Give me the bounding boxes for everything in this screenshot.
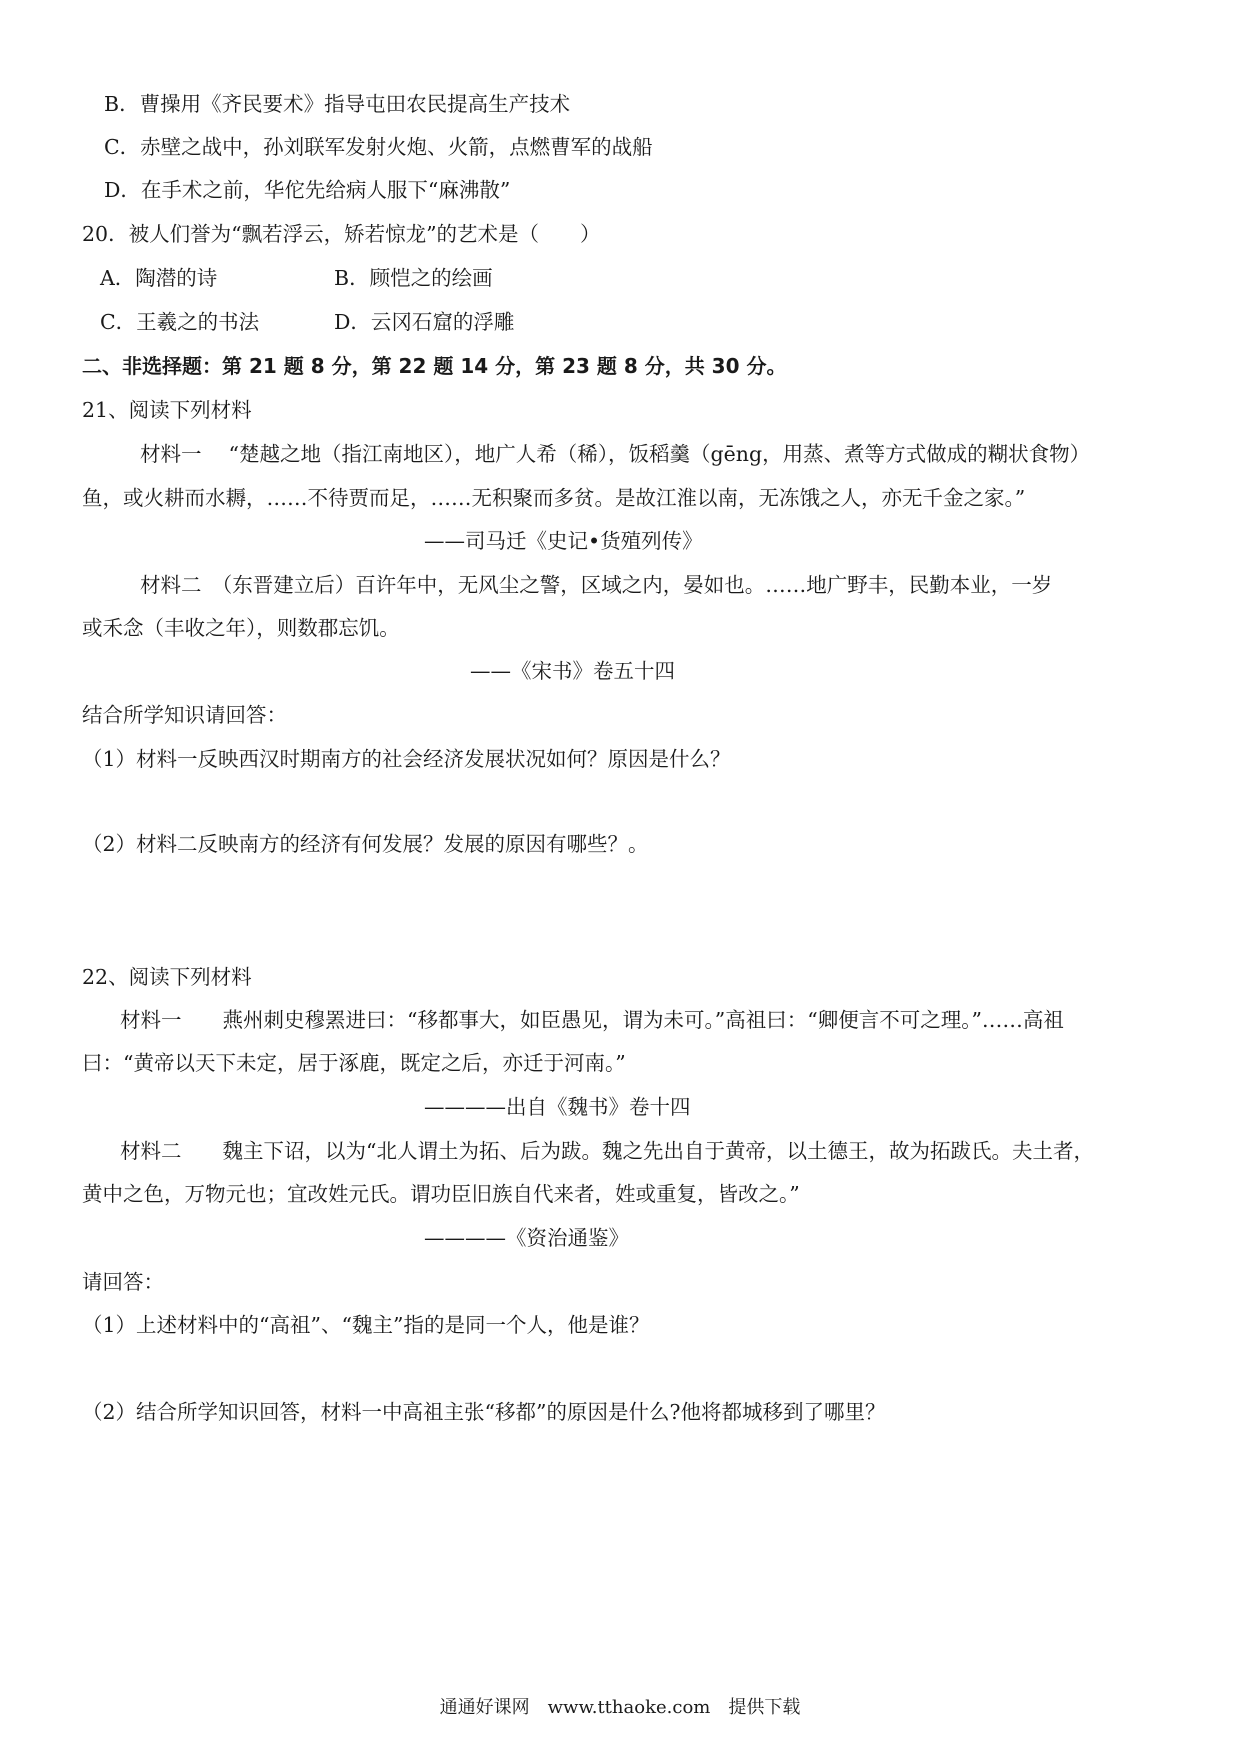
q22-stem: 22、阅读下列材料 <box>82 965 252 989</box>
q21-prompt: 结合所学知识请回答： <box>82 703 287 727</box>
q21-stem: 21、阅读下列材料 <box>82 398 252 422</box>
q21-question-1: （1）材料一反映西汉时期南方的社会经济发展状况如何？原因是什么？ <box>82 747 731 771</box>
q20-stem: 20．被人们誉为“飘若浮云，矫若惊龙”的艺术是（ ） <box>82 222 601 246</box>
q22-material-2-line-1: 材料二 魏主下诏，以为“北人谓土为拓、后为跋。魏之先出自于黄帝，以土德王，故为拓跋氏。夫土者， <box>120 1139 1094 1163</box>
q20-option-b: B．顾恺之的绘画 <box>334 266 493 290</box>
q22-question-2: （2）结合所学知识回答，材料一中高祖主张“移都”的原因是什么?他将都城移到了哪里？ <box>82 1400 886 1424</box>
q22-question-1: （1）上述材料中的“高祖”、“魏主”指的是同一个人，他是谁？ <box>82 1313 650 1337</box>
q22-material-2-source: ————《资治通鉴》 <box>424 1226 629 1250</box>
q21-question-2: （2）材料二反映南方的经济有何发展？发展的原因有哪些？。 <box>82 832 649 856</box>
q20-option-a: A．陶潜的诗 <box>100 266 218 290</box>
q22-material-1-source: ————出自《魏书》卷十四 <box>424 1095 691 1119</box>
q22-prompt: 请回答： <box>82 1270 164 1294</box>
q19-option-c: C．赤壁之战中，孙刘联军发射火炮、火箭，点燃曹军的战船 <box>104 135 653 159</box>
q19-option-b: B．曹操用《齐民要术》指导屯田农民提高生产技术 <box>104 92 571 116</box>
q21-material-2-line-2: 或禾念（丰收之年），则数郡忘饥。 <box>82 616 400 640</box>
q22-material-1-line-1: 材料一 燕州刺史穆罴进曰：“移都事大，如臣愚见，谓为未可。”高祖曰：“卿便言不可之理。”……高祖 <box>120 1008 1064 1032</box>
q20-option-c: C．王羲之的书法 <box>100 310 260 334</box>
q21-material-2-line-1: 材料二 （东晋建立后）百许年中，无风尘之警，区域之内，晏如也。……地广野丰，民勤本业，一岁 <box>140 573 1053 597</box>
section-2-title: 二、非选择题：第 21 题 8 分，第 22 题 14 分，第 23 题 8 分，共 30 分。 <box>82 354 787 378</box>
page-footer: 通通好课网 www.tthaoke.com 提供下载 <box>439 1697 801 1718</box>
q19-option-d: D．在手术之前，华佗先给病人服下“麻沸散” <box>104 178 511 202</box>
q21-material-1-source: ——司马迁《史记•货殖列传》 <box>424 529 703 553</box>
q22-material-1-line-2: 曰：“黄帝以天下未定，居于涿鹿，既定之后，亦迁于河南。” <box>82 1051 626 1075</box>
q22-material-2-line-2: 黄中之色，万物元也；宜改姓元氏。谓功臣旧族自代来者，姓或重复，皆改之。” <box>82 1182 800 1206</box>
q21-material-2-source: ——《宋书》卷五十四 <box>470 659 675 683</box>
q21-material-1-line-2: 鱼，或火耕而水耨，……不待贾而足，……无积聚而多贫。是故江淮以南，无冻饿之人，亦无千金之家。” <box>82 486 1026 510</box>
q20-option-d: D．云冈石窟的浮雕 <box>334 310 515 334</box>
q21-material-1-line-1: 材料一 “楚越之地（指江南地区），地广人希（稀），饭稻羹（gēng，用蒸、煮等方式做成的糊状食物） <box>140 442 1091 466</box>
